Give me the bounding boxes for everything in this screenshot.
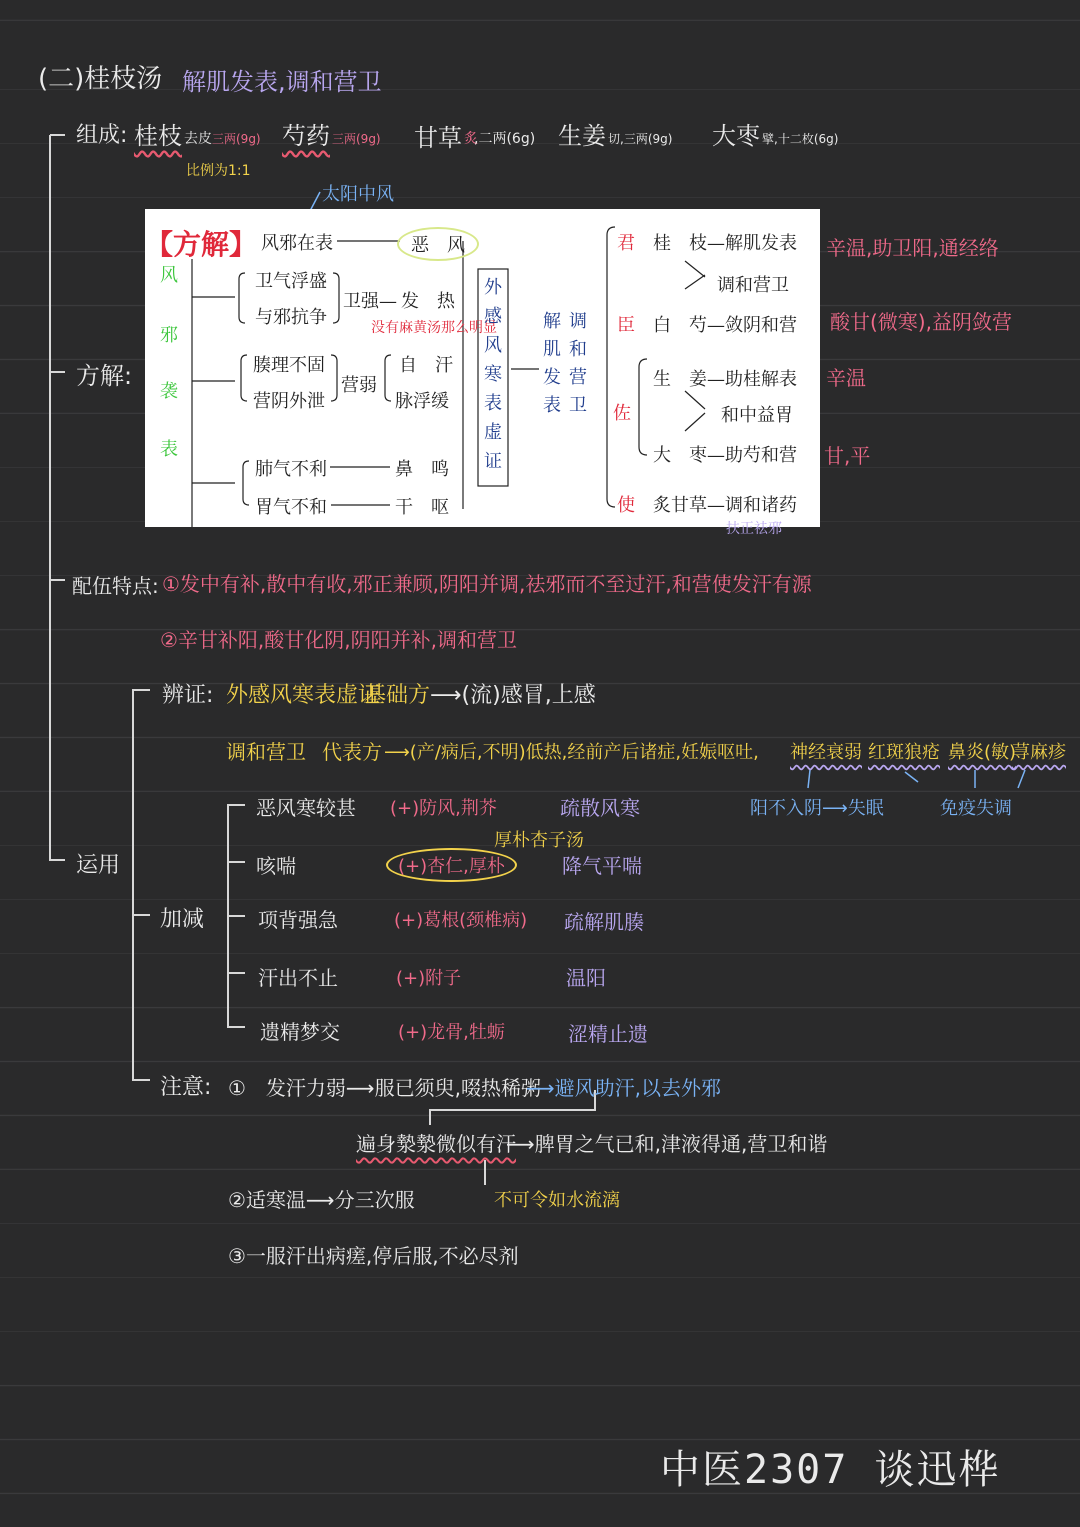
- syndrome-6: 虚: [484, 422, 502, 443]
- tiaohe-yingwei: 调和营卫: [717, 275, 789, 296]
- taiyang-note: 太阳中风: [322, 184, 394, 205]
- shi-handnote: 扶正祛邪: [726, 521, 782, 537]
- syndrome-3: 风: [484, 335, 502, 356]
- jiajian-sym-3: 项背强急: [258, 908, 338, 932]
- composition-heading: 组成:: [76, 123, 128, 148]
- peiwu-heading: 配伍特点:: [72, 574, 159, 598]
- jiajian-add-2: (+)杏仁,厚朴: [386, 848, 517, 882]
- peiwu-point-1: ①发中有补,散中有收,邪正兼顾,阴阳并调,祛邪而不至过汗,和营使发汗有源: [162, 572, 812, 596]
- r1-symptom: 恶 风: [397, 227, 479, 261]
- r4-cause: 肺气不利: [255, 459, 327, 480]
- disease-urticaria: 荨麻疹: [1012, 742, 1066, 763]
- jiajian-sym-2: 咳喘: [256, 854, 296, 878]
- fangjie-heading: 方解:: [76, 362, 133, 390]
- role-shi: 使: [617, 495, 635, 516]
- method-a-4: 表: [543, 395, 561, 416]
- side-label-3: 袭: [160, 381, 178, 402]
- method-b-2: 和: [569, 339, 587, 360]
- r5-symptom: 干 呕: [395, 497, 449, 518]
- jun-herb: 桂 枝—解肌发表: [653, 233, 797, 254]
- r2-weiqiang: 卫强—: [343, 291, 397, 312]
- method-a-2: 肌: [543, 339, 561, 360]
- note-3: ③一服汗出病瘥,停后服,不必尽剂: [228, 1244, 519, 1268]
- note-2: ②适寒温⟶分三次服: [228, 1188, 415, 1212]
- method-a-1: 解: [543, 311, 561, 332]
- houpu-note: 厚朴杏子汤: [494, 830, 584, 851]
- herb-dazao: 大枣: [712, 122, 760, 150]
- author-signature: 中医2307 谈迅桦: [660, 1447, 1001, 1493]
- jiajian-sym-1: 恶风寒较甚: [256, 796, 356, 820]
- r2-line1: 卫气浮盛: [255, 271, 327, 292]
- jiajian-eff-5: 涩精止遗: [568, 1022, 648, 1046]
- taste-dazao: 甘,平: [824, 444, 871, 468]
- r2-symptom: 发 热: [401, 291, 455, 312]
- method-b-3: 营: [569, 367, 587, 388]
- zhuyi-heading: 注意:: [160, 1075, 212, 1100]
- basic-formula: 基础方: [364, 683, 431, 708]
- note-1: ① 发汗力弱⟶服已须臾,啜热稀粥: [228, 1076, 541, 1100]
- shi-herb: 炙甘草—调和诸药: [653, 495, 797, 516]
- jiajian-sym-5: 遗精梦交: [260, 1020, 340, 1044]
- taste-guizhi: 辛温,助卫阳,通经络: [826, 236, 999, 260]
- r3-line2: 营阴外泄: [253, 391, 325, 412]
- zuo-herb-1: 生 姜—助桂解表: [653, 369, 797, 390]
- jiajian-sym-4: 汗出不止: [258, 966, 338, 990]
- jiajian-eff-2: 降气平喘: [562, 854, 642, 878]
- method-a-3: 发: [543, 367, 561, 388]
- side-label-1: 风: [160, 265, 178, 286]
- r3-yingruo: 营弱: [341, 375, 377, 396]
- r3-line1: 腠理不固: [253, 355, 325, 376]
- herb-dazao-dose: 擘,十二枚(6g): [762, 132, 839, 146]
- syndrome-7: 证: [484, 451, 502, 472]
- side-label-2: 邪: [160, 325, 178, 346]
- yang-yin-note: 阳不入阴⟶失眠: [750, 798, 884, 819]
- syndrome-5: 表: [484, 393, 502, 414]
- immune-note: 免疫失调: [940, 798, 1012, 819]
- daibiao-result: ⟶(产/病后,不明)低热,经前产后诸症,妊娠呕吐,: [384, 742, 759, 763]
- taste-baishao: 酸甘(微寒),益阴敛营: [830, 310, 1012, 334]
- role-jun: 君: [617, 233, 635, 254]
- formula-title: (二)桂枝汤: [38, 64, 163, 94]
- jiajian-add-5: (+)龙骨,牡蛎: [398, 1022, 505, 1043]
- r2-line2: 与邪抗争: [255, 307, 327, 328]
- yunyong-heading: 运用: [76, 853, 121, 878]
- formula-gist: 解肌发表,调和营卫: [182, 68, 382, 96]
- jiajian-eff-4: 温阳: [566, 966, 606, 990]
- herb-shaoyao-dose: 三两(9g): [332, 132, 381, 146]
- tiaohe-text: 调和营卫: [226, 740, 306, 764]
- note-1b: 遍身漐漐微似有汗: [356, 1132, 516, 1156]
- disease-rhinitis: 鼻炎(敏): [948, 742, 1017, 763]
- r3-symptom2: 脉浮缓: [395, 391, 449, 412]
- jiajian-heading: 加减: [160, 907, 205, 932]
- herb-shaoyao: 芍药: [282, 122, 330, 150]
- basic-result: ⟶(流)感冒,上感: [430, 683, 596, 708]
- fangjie-table: [145, 209, 820, 527]
- note-1-result: ⟶避风助汗,以去外邪: [526, 1076, 722, 1100]
- herb-gancao-note: 炙: [464, 131, 478, 147]
- r4-symptom: 鼻 鸣: [395, 459, 449, 480]
- method-b-1: 调: [569, 311, 587, 332]
- herb-gancao-dose: ,二两(6g): [474, 131, 536, 147]
- herb-guizhi: 桂枝: [134, 122, 182, 150]
- method-b-4: 卫: [569, 395, 587, 416]
- herb-shengjiang: 生姜: [558, 122, 606, 150]
- role-zuo: 佐: [613, 403, 631, 424]
- zuo-herb-2: 大 枣—助芍和营: [653, 445, 797, 466]
- taste-shengjiang: 辛温: [826, 366, 866, 390]
- jiajian-add-1: (+)防风,荆芥: [390, 798, 497, 819]
- syndrome-2: 感: [484, 306, 502, 327]
- peiwu-point-2: ②辛甘补阳,酸甘化阴,阴阳并补,调和营卫: [160, 628, 518, 652]
- disease-lupus: 红斑狼疮: [868, 742, 940, 763]
- note-1b-result: ⟶脾胃之气已和,津液得通,营卫和谐: [506, 1132, 828, 1156]
- herb-guizhi-dose: 三两(9g): [212, 132, 261, 146]
- herb-guizhi-note: 去皮: [184, 131, 212, 147]
- r3-symptom1: 自 汗: [399, 355, 453, 376]
- role-chen: 臣: [617, 315, 635, 336]
- bianzheng-text: 外感风寒表虚证: [226, 683, 381, 708]
- fangjie-box-title: 【方解】: [145, 228, 258, 261]
- jiajian-add-3: (+)葛根(颈椎病): [394, 910, 528, 931]
- hezhong-yiwei: 和中益胃: [721, 405, 793, 426]
- disease-neurasthenia: 神经衰弱: [790, 742, 862, 763]
- herb-gancao: 甘草: [414, 124, 462, 152]
- daibiao-formula: 代表方: [322, 740, 382, 764]
- r1-cause: 风邪在表: [261, 233, 333, 254]
- chen-herb: 白 芍—敛阴和营: [653, 315, 797, 336]
- syndrome-1: 外: [484, 277, 502, 298]
- jiajian-eff-3: 疏解肌腠: [564, 910, 644, 934]
- side-label-4: 表: [160, 439, 178, 460]
- r2-handnote: 没有麻黄汤那么明显: [371, 320, 497, 336]
- jiajian-add-4: (+)附子: [396, 968, 462, 989]
- bianzheng-label: 辨证:: [162, 683, 214, 708]
- herb-shengjiang-dose: 切,三两(9g): [608, 132, 673, 146]
- note-1c: 不可令如水流漓: [494, 1190, 620, 1211]
- syndrome-4: 寒: [484, 364, 502, 385]
- jiajian-eff-1: 疏散风寒: [560, 796, 640, 820]
- r5-cause: 胃气不和: [255, 497, 327, 518]
- ratio-note: 比例为1:1: [186, 163, 251, 179]
